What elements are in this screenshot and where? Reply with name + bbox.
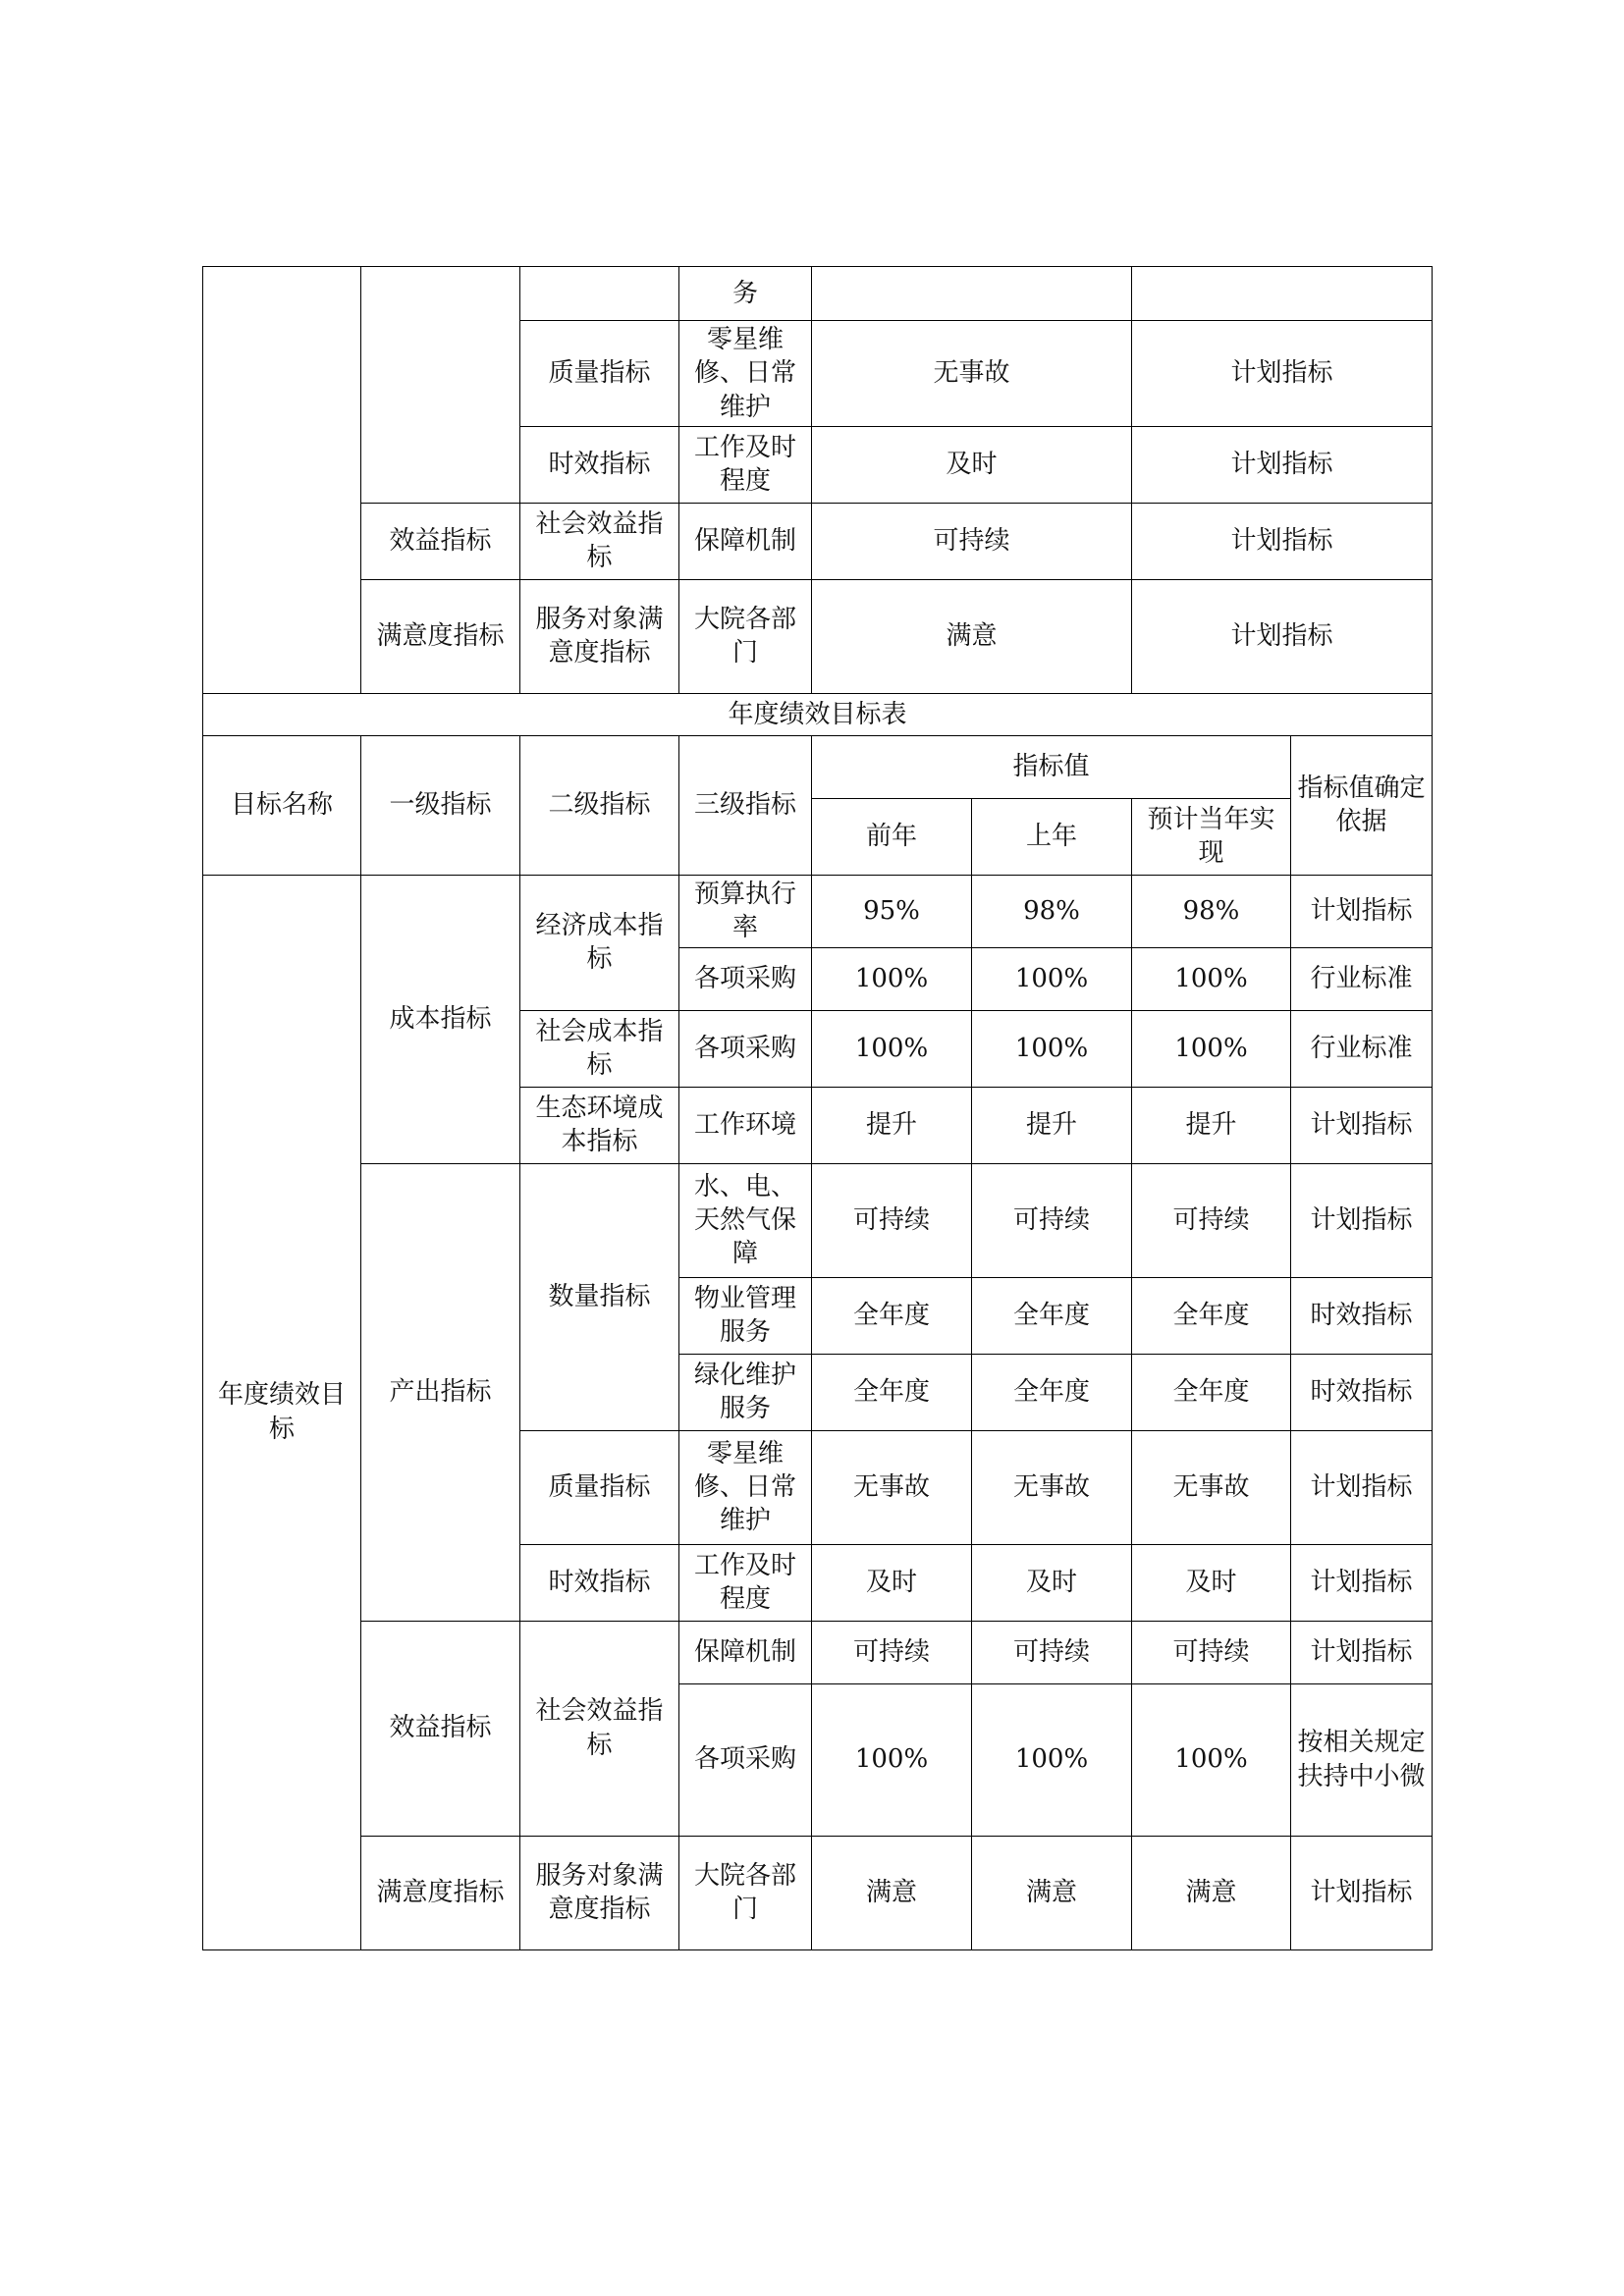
value-year-before: 及时 [812, 1544, 972, 1621]
level3-cell: 预算执行率 [679, 875, 812, 947]
subgroup-timeliness: 时效指标 [520, 1544, 679, 1621]
top-level2-cell: 服务对象满意度指标 [520, 579, 679, 693]
top-value-cell: 及时 [812, 426, 1132, 503]
basis-cell: 计划指标 [1291, 1621, 1433, 1683]
top-level2-cell: 质量指标 [520, 321, 679, 427]
value-year-before: 100% [812, 1683, 972, 1836]
value-expected: 98% [1132, 875, 1291, 947]
basis-cell: 计划指标 [1291, 1163, 1433, 1277]
value-expected: 可持续 [1132, 1621, 1291, 1683]
value-expected: 全年度 [1132, 1354, 1291, 1430]
top-basis-cell: 计划指标 [1132, 321, 1433, 427]
top-basis-cell: 计划指标 [1132, 503, 1433, 579]
top-level3-cell: 工作及时程度 [679, 426, 812, 503]
group-satisfaction: 满意度指标 [361, 1836, 520, 1949]
top-level2-cell [520, 267, 679, 321]
top-level3-cell: 大院各部门 [679, 579, 812, 693]
subgroup-social-benefit: 社会效益指标 [520, 1621, 679, 1836]
value-last-year: 100% [972, 1683, 1132, 1836]
value-last-year: 100% [972, 947, 1132, 1010]
subgroup-service-satisfaction: 服务对象满意度指标 [520, 1836, 679, 1949]
group-benefit: 效益指标 [361, 1621, 520, 1836]
basis-cell: 按相关规定扶持中小微 [1291, 1683, 1433, 1836]
value-year-before: 可持续 [812, 1163, 972, 1277]
top-level1-cell: 满意度指标 [361, 579, 520, 693]
value-expected: 提升 [1132, 1087, 1291, 1163]
top-value-cell: 可持续 [812, 503, 1132, 579]
value-year-before: 100% [812, 947, 972, 1010]
value-last-year: 无事故 [972, 1430, 1132, 1544]
value-last-year: 100% [972, 1010, 1132, 1087]
level3-cell: 零星维修、日常维护 [679, 1430, 812, 1544]
value-last-year: 满意 [972, 1836, 1132, 1949]
basis-cell: 行业标准 [1291, 947, 1433, 1010]
top-level3-cell: 零星维修、日常维护 [679, 321, 812, 427]
level3-cell: 工作及时程度 [679, 1544, 812, 1621]
header-level3: 三级指标 [679, 735, 812, 875]
value-expected: 100% [1132, 947, 1291, 1010]
top-level3-cell: 务 [679, 267, 812, 321]
value-year-before: 100% [812, 1010, 972, 1087]
level3-cell: 水、电、天然气保障 [679, 1163, 812, 1277]
top-level1-cell [361, 267, 520, 504]
header-level1: 一级指标 [361, 735, 520, 875]
level3-cell: 大院各部门 [679, 1836, 812, 1949]
subgroup-quantity: 数量指标 [520, 1163, 679, 1430]
subgroup-social-cost: 社会成本指标 [520, 1010, 679, 1087]
level3-cell: 各项采购 [679, 947, 812, 1010]
value-last-year: 及时 [972, 1544, 1132, 1621]
value-year-before: 满意 [812, 1836, 972, 1949]
header-level2: 二级指标 [520, 735, 679, 875]
value-year-before: 全年度 [812, 1277, 972, 1354]
level3-cell: 保障机制 [679, 1621, 812, 1683]
value-expected: 全年度 [1132, 1277, 1291, 1354]
value-last-year: 98% [972, 875, 1132, 947]
value-last-year: 全年度 [972, 1354, 1132, 1430]
header-basis: 指标值确定依据 [1291, 735, 1433, 875]
level3-cell: 绿化维护服务 [679, 1354, 812, 1430]
top-basis-cell: 计划指标 [1132, 579, 1433, 693]
annual-table-title: 年度绩效目标表 [203, 693, 1433, 735]
basis-cell: 时效指标 [1291, 1277, 1433, 1354]
basis-cell: 时效指标 [1291, 1354, 1433, 1430]
basis-cell: 计划指标 [1291, 1544, 1433, 1621]
group-cost: 成本指标 [361, 875, 520, 1163]
subgroup-economic-cost: 经济成本指标 [520, 875, 679, 1010]
basis-cell: 行业标准 [1291, 1010, 1433, 1087]
top-basis-cell [1132, 267, 1433, 321]
value-year-before: 95% [812, 875, 972, 947]
basis-cell: 计划指标 [1291, 875, 1433, 947]
value-year-before: 提升 [812, 1087, 972, 1163]
subgroup-quality: 质量指标 [520, 1430, 679, 1544]
level3-cell: 工作环境 [679, 1087, 812, 1163]
performance-table [202, 266, 1433, 1950]
basis-cell: 计划指标 [1291, 1087, 1433, 1163]
top-value-cell: 满意 [812, 579, 1132, 693]
basis-cell: 计划指标 [1291, 1836, 1433, 1949]
header-year-before: 前年 [812, 798, 972, 875]
top-level2-cell: 时效指标 [520, 426, 679, 503]
header-expected: 预计当年实现 [1132, 798, 1291, 875]
top-level2-cell: 社会效益指标 [520, 503, 679, 579]
value-year-before: 可持续 [812, 1621, 972, 1683]
value-year-before: 全年度 [812, 1354, 972, 1430]
top-value-cell: 无事故 [812, 321, 1132, 427]
value-last-year: 可持续 [972, 1621, 1132, 1683]
goal-cell: 年度绩效目标 [203, 875, 361, 1949]
header-indicator-value: 指标值 [812, 735, 1291, 798]
value-expected: 可持续 [1132, 1163, 1291, 1277]
header-last-year: 上年 [972, 798, 1132, 875]
value-expected: 满意 [1132, 1836, 1291, 1949]
top-level1-cell: 效益指标 [361, 503, 520, 579]
value-expected: 无事故 [1132, 1430, 1291, 1544]
basis-cell: 计划指标 [1291, 1430, 1433, 1544]
value-last-year: 提升 [972, 1087, 1132, 1163]
top-value-cell [812, 267, 1132, 321]
header-goal-name: 目标名称 [203, 735, 361, 875]
value-year-before: 无事故 [812, 1430, 972, 1544]
top-basis-cell: 计划指标 [1132, 426, 1433, 503]
level3-cell: 物业管理服务 [679, 1277, 812, 1354]
level3-cell: 各项采购 [679, 1683, 812, 1836]
group-output: 产出指标 [361, 1163, 520, 1621]
value-expected: 及时 [1132, 1544, 1291, 1621]
value-expected: 100% [1132, 1010, 1291, 1087]
level3-cell: 各项采购 [679, 1010, 812, 1087]
subgroup-eco-cost: 生态环境成本指标 [520, 1087, 679, 1163]
value-expected: 100% [1132, 1683, 1291, 1836]
top-goal-cell [203, 267, 361, 694]
top-level3-cell: 保障机制 [679, 503, 812, 579]
value-last-year: 可持续 [972, 1163, 1132, 1277]
value-last-year: 全年度 [972, 1277, 1132, 1354]
